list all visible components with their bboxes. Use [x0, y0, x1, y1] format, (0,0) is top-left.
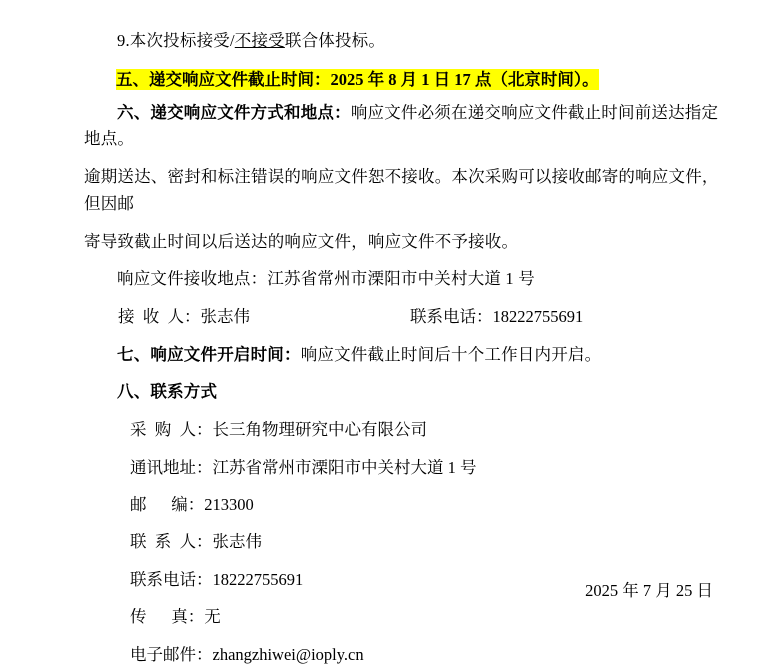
section-6-body-3: 寄导致截止时间以后送达的响应文件，响应文件不予接收。 [84, 231, 519, 251]
contact-label: 通讯地址： [130, 457, 213, 477]
section-6-address: 响应文件接收地点：江苏省常州市溧阳市中关村大道 1 号 [117, 269, 535, 289]
section-8-heading: 八、联系方式 [117, 382, 218, 402]
section-6-receiver: 接 收 人：张志伟 [118, 307, 250, 327]
contact-row [84, 642, 719, 668]
section-6-heading: 六、递交响应文件方式和地点： [117, 102, 351, 122]
section-7-line [84, 342, 719, 369]
contact-value: 18222755691 [212, 569, 304, 589]
section-5-deadline-text: 五、递交响应文件截止时间：2025 年 8 月 1 日 17 点（北京时间）。 [116, 69, 599, 89]
contact-value: 江苏省常州市溧阳市中关村大道 1 号 [212, 457, 477, 477]
section-6-phone: 联系电话：18222755691 [410, 307, 584, 327]
contact-label: 采 购 人： [130, 420, 213, 440]
contact-value: 213300 [204, 494, 254, 514]
contact-label: 传 真： [130, 607, 205, 627]
clause-item-9 [84, 28, 719, 55]
contact-value: 长三角物理研究中心有限公司 [212, 420, 427, 440]
contact-row [84, 455, 719, 481]
contact-value: 张志伟 [212, 532, 262, 552]
contact-value: 无 [204, 607, 221, 627]
section-6-body-2: 逾期送达、密封和标注错误的响应文件恕不接收。本次采购可以接收邮寄的响应文件，但因邮 [84, 167, 719, 213]
section-6-heading-line [84, 100, 719, 153]
section-6-receiver-row [84, 304, 719, 331]
contact-label: 联 系 人： [130, 532, 213, 552]
section-7-heading: 七、响应文件开启时间： [117, 344, 301, 364]
contact-label: 联系电话： [130, 569, 213, 589]
contact-row [84, 529, 719, 555]
document-date: 2025 年 7 月 25 日 [585, 581, 713, 600]
contact-block [84, 417, 719, 668]
section-5-deadline [84, 66, 719, 90]
section-6-body-1: 响应文件必须在递交响应文件截止时间前送达指定地点。 [84, 102, 719, 149]
clause-item-9-underlined: 不接受 [234, 31, 285, 50]
clause-item-9-prefix: 9.本次投标接受/ [117, 31, 235, 50]
contact-label: 邮 编： [130, 494, 205, 514]
contact-label: 电子邮件： [130, 644, 213, 664]
clause-item-9-suffix: 联合体投标。 [284, 31, 386, 50]
contact-value-email: zhangzhiwei@ioply.cn [212, 644, 364, 664]
contact-row [84, 492, 719, 518]
section-7-body: 响应文件截止时间后十个工作日内开启。 [300, 344, 602, 364]
contact-row [84, 417, 719, 443]
